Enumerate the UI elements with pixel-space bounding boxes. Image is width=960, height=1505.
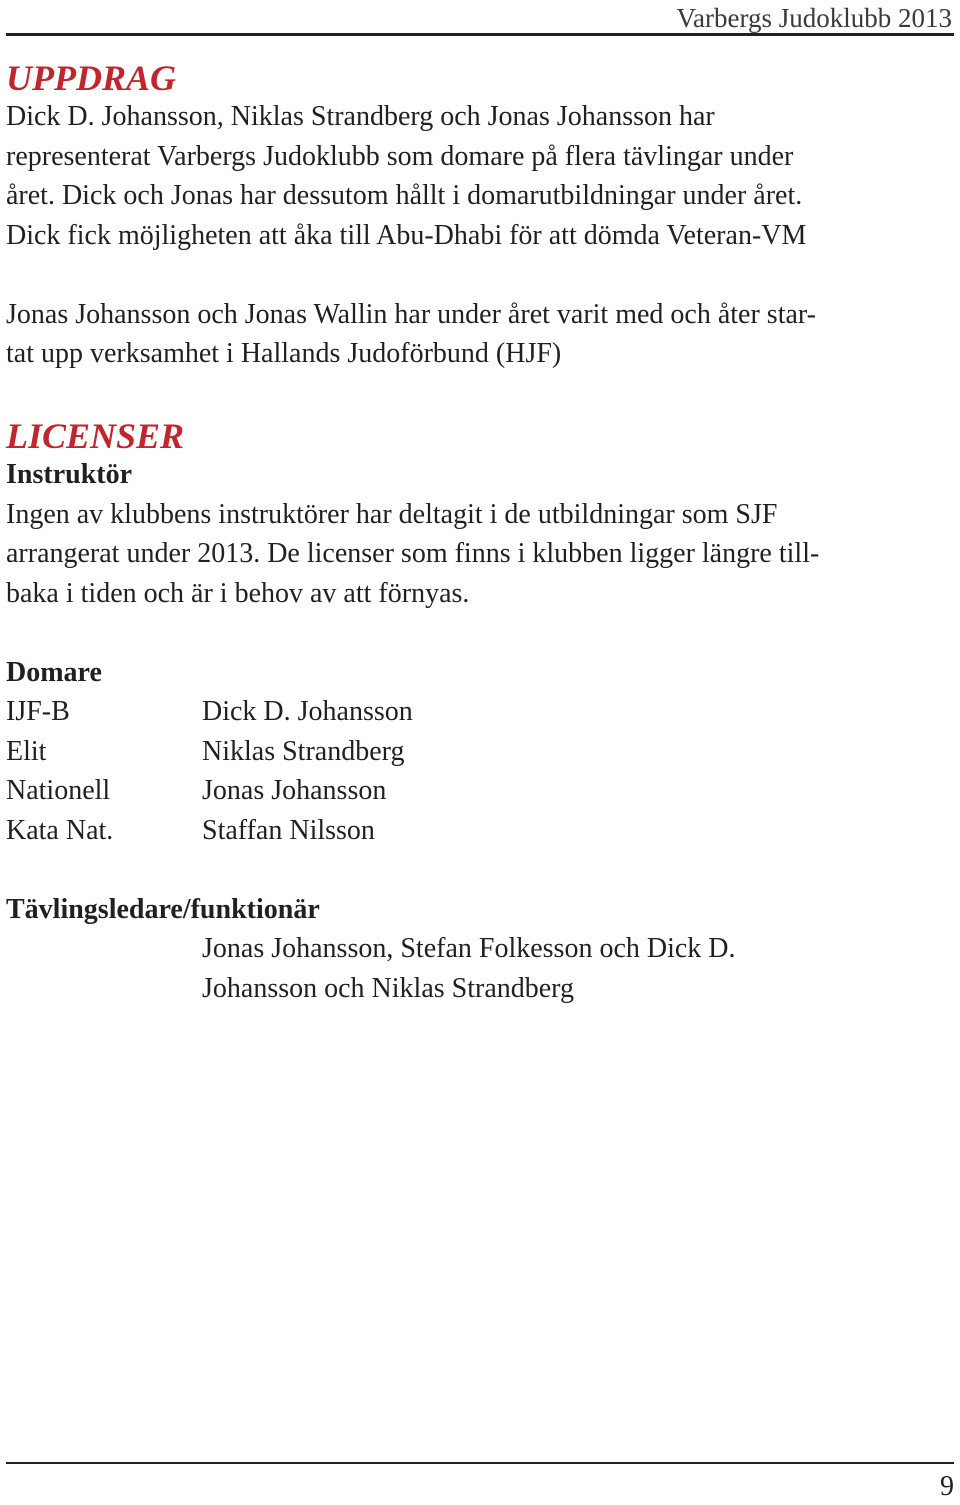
- text-line: Ingen av klubbens instruktörer har deltagit i de utbildningar som SJF: [6, 498, 778, 530]
- domare-row: [6, 771, 954, 811]
- subheading-tavlingsledare: Tävlingsledare/funktionär: [6, 893, 320, 925]
- tavlingsledare-names: [202, 929, 954, 1008]
- domare-name: Staffan Nilsson: [202, 814, 375, 846]
- text-line: Dick D. Johansson, Niklas Strandberg och Jonas Johansson har: [6, 101, 715, 132]
- domare-name: Dick D. Johansson: [202, 696, 413, 727]
- uppdrag-paragraph-1: [6, 97, 954, 255]
- domare-name: Jonas Johansson: [202, 775, 387, 806]
- text-line: Johansson och Niklas Strandberg: [202, 972, 574, 1004]
- footer-divider: [6, 1462, 954, 1464]
- page-content: [6, 55, 954, 1008]
- domare-level: Nationell: [6, 775, 111, 806]
- subheading-instruktor: Instruktör: [6, 459, 133, 490]
- section-heading-uppdrag: UPPDRAG: [6, 58, 176, 98]
- section-heading-licenser: LICENSER: [6, 416, 185, 456]
- domare-row: [6, 732, 954, 772]
- text-line: baka i tiden och är i behov av att förnyas.: [6, 577, 470, 609]
- domare-row: [6, 692, 954, 732]
- subheading-domare: Domare: [6, 656, 102, 688]
- text-line: Jonas Johansson och Jonas Wallin har under året varit med och åter star-: [6, 298, 816, 330]
- text-line: arrangerat under 2013. De licenser som finns i klubben ligger längre till-: [6, 538, 820, 569]
- instruktor-paragraph: [6, 495, 954, 614]
- text-line: året. Dick och Jonas har dessutom hållt i domarutbildningar under året.: [6, 180, 803, 211]
- domare-level: IJF-B: [6, 696, 70, 727]
- text-line: Jonas Johansson, Stefan Folkesson och Dick D.: [202, 933, 736, 964]
- domare-level: Elit: [6, 735, 47, 767]
- domare-row: [6, 811, 954, 851]
- header-divider: [6, 33, 954, 36]
- domare-name: Niklas Strandberg: [202, 735, 405, 767]
- text-line: Dick fick möjligheten att åka till Abu-Dhabi för att dömda Veteran-VM: [6, 219, 807, 251]
- text-line: representerat Varbergs Judoklubb som domare på flera tävlingar under: [6, 140, 794, 172]
- domare-list: [6, 692, 954, 850]
- text-line: tat upp verksamhet i Hallands Judoförbund (HJF): [6, 338, 562, 369]
- page-number: 9: [940, 1471, 954, 1502]
- running-header-title: Varbergs Judoklubb 2013: [676, 3, 952, 33]
- uppdrag-paragraph-2: [6, 295, 954, 374]
- domare-level: Kata Nat.: [6, 814, 114, 846]
